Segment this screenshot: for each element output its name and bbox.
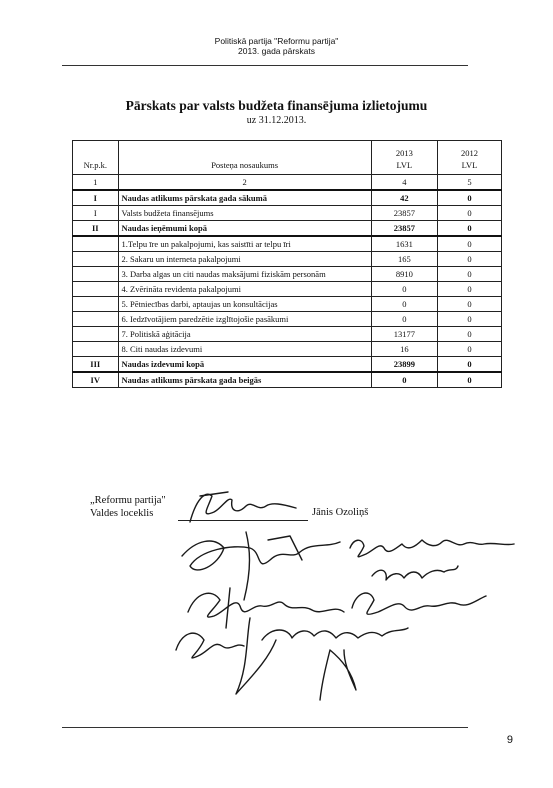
row-value-2013: 1631: [371, 236, 437, 252]
row-value-2012: 0: [437, 282, 501, 297]
row-number: IV: [73, 372, 119, 388]
row-value-2012: 0: [437, 357, 501, 373]
index-cell: 5: [437, 175, 501, 191]
signature-org: „Reformu partija": [90, 495, 166, 506]
row-item-name: Naudas izdevumi kopā: [118, 357, 371, 373]
signatory-name: Jānis Ozoliņš: [312, 507, 369, 518]
row-value-2013: 42: [371, 190, 437, 206]
header-2012-unit: LVL: [461, 160, 478, 170]
row-value-2012: 0: [437, 267, 501, 282]
row-item-name: 1.Telpu īre un pakalpojumi, kas saistīti ar telpu īri: [118, 236, 371, 252]
row-item-name: Naudas ieņēmumi kopā: [118, 221, 371, 237]
index-cell: 4: [371, 175, 437, 191]
row-value-2013: 13177: [371, 327, 437, 342]
footer-rule: [62, 727, 468, 728]
row-value-2012: 0: [437, 206, 501, 221]
row-value-2013: 0: [371, 372, 437, 388]
row-value-2013: 0: [371, 282, 437, 297]
row-value-2013: 0: [371, 312, 437, 327]
row-value-2013: 23857: [371, 206, 437, 221]
row-value-2013: 0: [371, 297, 437, 312]
header-report-year: 2013. gada pārskats: [237, 46, 316, 56]
report-date: uz 31.12.2013.: [246, 115, 307, 126]
header-item-name: Posteņa nosaukums: [118, 141, 371, 175]
row-item-name: 3. Darba algas un citi naudas maksājumi fiziskām personām: [118, 267, 371, 282]
row-number: I: [73, 206, 119, 221]
header-party-name: Politiskā partija "Reformu partija": [214, 36, 339, 46]
row-value-2013: 23899: [371, 357, 437, 373]
row-value-2012: 0: [437, 252, 501, 267]
row-item-name: 8. Citi naudas izdevumi: [118, 342, 371, 357]
signature-role: Valdes loceklis: [90, 508, 154, 519]
row-item-name: Naudas atlikums pārskata gada beigās: [118, 372, 371, 388]
row-number: I: [73, 190, 119, 206]
row-value-2012: 0: [437, 221, 501, 237]
row-item-name: Naudas atlikums pārskata gada sākumā: [118, 190, 371, 206]
row-value-2013: 16: [371, 342, 437, 357]
index-cell: 2: [118, 175, 371, 191]
row-value-2012: 0: [437, 372, 501, 388]
header-2013-unit: LVL: [396, 160, 413, 170]
row-value-2012: 0: [437, 236, 501, 252]
index-cell: 1: [73, 175, 119, 191]
row-number: III: [73, 357, 119, 373]
row-value-2012: 0: [437, 190, 501, 206]
header-nr: Nr.p.k.: [73, 141, 119, 175]
row-value-2012: 0: [437, 297, 501, 312]
header-2013-year: 2013: [395, 148, 413, 158]
row-value-2012: 0: [437, 312, 501, 327]
row-value-2012: 0: [437, 327, 501, 342]
row-item-name: 5. Pētniecības darbi, aptaujas un konsultācijas: [118, 297, 371, 312]
row-item-name: Valsts budžeta finansējums: [118, 206, 371, 221]
row-number: II: [73, 221, 119, 237]
page-number: 9: [506, 734, 513, 746]
row-value-2013: 23857: [371, 221, 437, 237]
row-item-name: 7. Politiskā aģitācija: [118, 327, 371, 342]
header-2012-year: 2012: [460, 148, 478, 158]
row-item-name: 4. Zvērināta revidenta pakalpojumi: [118, 282, 371, 297]
row-value-2012: 0: [437, 342, 501, 357]
row-item-name: 2. Sakaru un interneta pakalpojumi: [118, 252, 371, 267]
row-value-2013: 165: [371, 252, 437, 267]
row-item-name: 6. Iedzīvotājiem paredzētie izglītojošie pasākumi: [118, 312, 371, 327]
row-value-2013: 8910: [371, 267, 437, 282]
report-title: Pārskats par valsts budžeta finansējuma izlietojumu: [125, 98, 428, 113]
